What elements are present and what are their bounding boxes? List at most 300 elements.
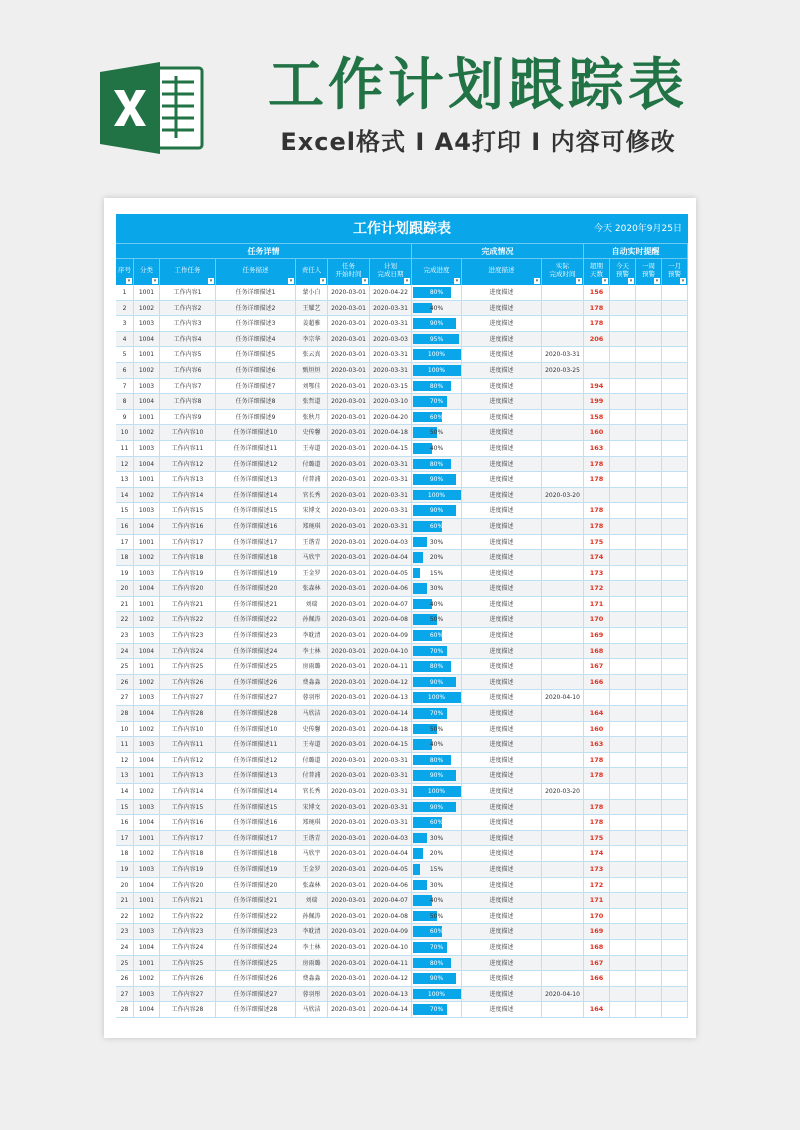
cell-actual-date[interactable] — [542, 971, 584, 986]
cell-progress[interactable] — [412, 519, 462, 534]
cell-task[interactable]: 工作内容9 — [160, 410, 216, 425]
cell-owner[interactable]: 付璐道 — [296, 753, 328, 768]
cell-overdue-days[interactable]: 173 — [584, 862, 610, 877]
cell-category[interactable]: 1002 — [134, 846, 160, 861]
cell-start-date[interactable]: 2020-03-01 — [328, 301, 370, 316]
cell-plan-date[interactable]: 2020-03-31 — [370, 815, 412, 830]
cell-progress[interactable] — [412, 394, 462, 409]
cell-plan-date[interactable]: 2020-04-05 — [370, 862, 412, 877]
cell-description[interactable]: 任务详细描述11 — [216, 441, 296, 456]
cell-month-alert[interactable] — [662, 706, 688, 721]
cell-index[interactable]: 27 — [116, 987, 134, 1002]
cell-start-date[interactable]: 2020-03-01 — [328, 737, 370, 752]
cell-overdue-days[interactable]: 199 — [584, 394, 610, 409]
cell-progress-desc[interactable]: 进度描述 — [462, 722, 542, 737]
cell-category[interactable]: 1001 — [134, 831, 160, 846]
cell-description[interactable]: 任务详细描述19 — [216, 566, 296, 581]
cell-start-date[interactable]: 2020-03-01 — [328, 924, 370, 939]
cell-today-alert[interactable] — [610, 441, 636, 456]
cell-overdue-days[interactable]: 175 — [584, 831, 610, 846]
cell-start-date[interactable]: 2020-03-01 — [328, 722, 370, 737]
cell-start-date[interactable]: 2020-03-01 — [328, 940, 370, 955]
cell-overdue-days[interactable]: 160 — [584, 722, 610, 737]
cell-start-date[interactable]: 2020-03-01 — [328, 987, 370, 1002]
cell-description[interactable]: 任务详细描述15 — [216, 800, 296, 815]
cell-overdue-days[interactable] — [584, 488, 610, 503]
cell-progress[interactable] — [412, 878, 462, 893]
cell-month-alert[interactable] — [662, 628, 688, 643]
cell-category[interactable]: 1004 — [134, 878, 160, 893]
cell-index[interactable]: 20 — [116, 878, 134, 893]
cell-overdue-days[interactable]: 169 — [584, 924, 610, 939]
cell-today-alert[interactable] — [610, 675, 636, 690]
cell-category[interactable]: 1003 — [134, 800, 160, 815]
cell-start-date[interactable]: 2020-03-01 — [328, 519, 370, 534]
cell-month-alert[interactable] — [662, 503, 688, 518]
cell-description[interactable]: 任务详细描述23 — [216, 628, 296, 643]
cell-start-date[interactable]: 2020-03-01 — [328, 347, 370, 362]
cell-progress[interactable] — [412, 379, 462, 394]
cell-start-date[interactable]: 2020-03-01 — [328, 675, 370, 690]
cell-actual-date[interactable] — [542, 316, 584, 331]
cell-description[interactable]: 任务详细描述14 — [216, 488, 296, 503]
cell-today-alert[interactable] — [610, 379, 636, 394]
cell-category[interactable]: 1001 — [134, 347, 160, 362]
cell-week-alert[interactable] — [636, 846, 662, 861]
cell-task[interactable]: 工作内容17 — [160, 535, 216, 550]
cell-month-alert[interactable] — [662, 909, 688, 924]
cell-plan-date[interactable]: 2020-04-04 — [370, 550, 412, 565]
cell-progress[interactable] — [412, 628, 462, 643]
cell-owner[interactable]: 史传馨 — [296, 425, 328, 440]
cell-today-alert[interactable] — [610, 924, 636, 939]
cell-index[interactable]: 25 — [116, 956, 134, 971]
cell-owner[interactable]: 张秋月 — [296, 410, 328, 425]
cell-progress-desc[interactable]: 进度描述 — [462, 441, 542, 456]
cell-owner[interactable]: 王耀艺 — [296, 301, 328, 316]
cell-progress-desc[interactable]: 进度描述 — [462, 909, 542, 924]
cell-progress-desc[interactable]: 进度描述 — [462, 1002, 542, 1017]
cell-start-date[interactable]: 2020-03-01 — [328, 893, 370, 908]
cell-actual-date[interactable] — [542, 581, 584, 596]
cell-start-date[interactable]: 2020-03-01 — [328, 659, 370, 674]
cell-today-alert[interactable] — [610, 566, 636, 581]
cell-today-alert[interactable] — [610, 394, 636, 409]
cell-task[interactable]: 工作内容24 — [160, 644, 216, 659]
cell-owner[interactable]: 王谐青 — [296, 535, 328, 550]
cell-plan-date[interactable]: 2020-04-12 — [370, 675, 412, 690]
cell-description[interactable]: 任务详细描述16 — [216, 815, 296, 830]
cell-progress-desc[interactable]: 进度描述 — [462, 784, 542, 799]
cell-month-alert[interactable] — [662, 410, 688, 425]
cell-progress[interactable] — [412, 410, 462, 425]
cell-description[interactable]: 任务详细描述22 — [216, 909, 296, 924]
cell-month-alert[interactable] — [662, 285, 688, 300]
cell-month-alert[interactable] — [662, 768, 688, 783]
cell-progress-desc[interactable]: 进度描述 — [462, 347, 542, 362]
cell-plan-date[interactable]: 2020-04-15 — [370, 441, 412, 456]
cell-task[interactable]: 工作内容23 — [160, 628, 216, 643]
cell-today-alert[interactable] — [610, 893, 636, 908]
cell-progress[interactable] — [412, 503, 462, 518]
cell-start-date[interactable]: 2020-03-01 — [328, 425, 370, 440]
cell-month-alert[interactable] — [662, 441, 688, 456]
cell-progress[interactable] — [412, 316, 462, 331]
cell-month-alert[interactable] — [662, 332, 688, 347]
cell-plan-date[interactable]: 2020-03-31 — [370, 784, 412, 799]
cell-progress[interactable] — [412, 893, 462, 908]
cell-overdue-days[interactable]: 171 — [584, 597, 610, 612]
cell-progress-desc[interactable]: 进度描述 — [462, 815, 542, 830]
cell-task[interactable]: 工作内容26 — [160, 971, 216, 986]
cell-description[interactable]: 任务详细描述3 — [216, 316, 296, 331]
cell-progress-desc[interactable]: 进度描述 — [462, 457, 542, 472]
cell-start-date[interactable]: 2020-03-01 — [328, 846, 370, 861]
cell-actual-date[interactable] — [542, 394, 584, 409]
cell-actual-date[interactable] — [542, 566, 584, 581]
cell-actual-date[interactable] — [542, 1002, 584, 1017]
cell-month-alert[interactable] — [662, 612, 688, 627]
cell-task[interactable]: 工作内容20 — [160, 878, 216, 893]
cell-progress[interactable] — [412, 363, 462, 378]
cell-description[interactable]: 任务详细描述27 — [216, 690, 296, 705]
cell-today-alert[interactable] — [610, 332, 636, 347]
cell-progress-desc[interactable]: 进度描述 — [462, 332, 542, 347]
cell-index[interactable]: 10 — [116, 425, 134, 440]
cell-week-alert[interactable] — [636, 441, 662, 456]
cell-week-alert[interactable] — [636, 878, 662, 893]
cell-task[interactable]: 工作内容24 — [160, 940, 216, 955]
cell-index[interactable]: 24 — [116, 644, 134, 659]
cell-index[interactable]: 21 — [116, 597, 134, 612]
cell-actual-date[interactable] — [542, 675, 584, 690]
cell-week-alert[interactable] — [636, 862, 662, 877]
cell-plan-date[interactable]: 2020-03-31 — [370, 301, 412, 316]
cell-index[interactable]: 25 — [116, 659, 134, 674]
cell-category[interactable]: 1004 — [134, 644, 160, 659]
cell-overdue-days[interactable]: 178 — [584, 472, 610, 487]
cell-task[interactable]: 工作内容11 — [160, 441, 216, 456]
cell-actual-date[interactable]: 2020-03-25 — [542, 363, 584, 378]
cell-month-alert[interactable] — [662, 363, 688, 378]
cell-month-alert[interactable] — [662, 956, 688, 971]
cell-start-date[interactable]: 2020-03-01 — [328, 878, 370, 893]
cell-overdue-days[interactable]: 178 — [584, 316, 610, 331]
cell-overdue-days[interactable]: 170 — [584, 612, 610, 627]
cell-description[interactable]: 任务详细描述12 — [216, 753, 296, 768]
cell-start-date[interactable]: 2020-03-01 — [328, 332, 370, 347]
cell-owner[interactable]: 王金罗 — [296, 862, 328, 877]
cell-index[interactable]: 18 — [116, 846, 134, 861]
cell-overdue-days[interactable]: 175 — [584, 535, 610, 550]
cell-actual-date[interactable]: 2020-04-10 — [542, 690, 584, 705]
cell-today-alert[interactable] — [610, 425, 636, 440]
cell-progress[interactable] — [412, 924, 462, 939]
cell-task[interactable]: 工作内容13 — [160, 768, 216, 783]
cell-owner[interactable]: 郑琬琪 — [296, 519, 328, 534]
cell-owner[interactable]: 李耽清 — [296, 628, 328, 643]
cell-overdue-days[interactable]: 158 — [584, 410, 610, 425]
cell-week-alert[interactable] — [636, 722, 662, 737]
cell-week-alert[interactable] — [636, 909, 662, 924]
cell-task[interactable]: 工作内容23 — [160, 924, 216, 939]
cell-plan-date[interactable]: 2020-04-10 — [370, 940, 412, 955]
cell-task[interactable]: 工作内容6 — [160, 363, 216, 378]
cell-start-date[interactable]: 2020-03-01 — [328, 768, 370, 783]
cell-category[interactable]: 1004 — [134, 1002, 160, 1017]
cell-description[interactable]: 任务详细描述26 — [216, 675, 296, 690]
cell-owner[interactable]: 马欣洁 — [296, 1002, 328, 1017]
cell-today-alert[interactable] — [610, 956, 636, 971]
cell-index[interactable]: 13 — [116, 768, 134, 783]
cell-week-alert[interactable] — [636, 831, 662, 846]
cell-index[interactable]: 17 — [116, 535, 134, 550]
cell-overdue-days[interactable]: 166 — [584, 675, 610, 690]
cell-today-alert[interactable] — [610, 581, 636, 596]
column-header-cell[interactable] — [160, 259, 216, 285]
cell-actual-date[interactable] — [542, 846, 584, 861]
cell-week-alert[interactable] — [636, 347, 662, 362]
cell-plan-date[interactable]: 2020-04-13 — [370, 690, 412, 705]
cell-task[interactable]: 工作内容2 — [160, 301, 216, 316]
cell-week-alert[interactable] — [636, 940, 662, 955]
cell-description[interactable]: 任务详细描述2 — [216, 301, 296, 316]
cell-actual-date[interactable] — [542, 737, 584, 752]
cell-category[interactable]: 1003 — [134, 987, 160, 1002]
cell-start-date[interactable]: 2020-03-01 — [328, 690, 370, 705]
cell-overdue-days[interactable]: 172 — [584, 878, 610, 893]
cell-progress[interactable] — [412, 347, 462, 362]
cell-category[interactable]: 1004 — [134, 940, 160, 955]
cell-owner[interactable]: 宋博文 — [296, 503, 328, 518]
cell-owner[interactable]: 孙佩涛 — [296, 909, 328, 924]
cell-progress[interactable] — [412, 737, 462, 752]
cell-overdue-days[interactable]: 164 — [584, 1002, 610, 1017]
cell-actual-date[interactable] — [542, 550, 584, 565]
cell-month-alert[interactable] — [662, 800, 688, 815]
cell-plan-date[interactable]: 2020-04-20 — [370, 410, 412, 425]
cell-plan-date[interactable]: 2020-03-31 — [370, 768, 412, 783]
cell-progress[interactable] — [412, 332, 462, 347]
cell-overdue-days[interactable]: 172 — [584, 581, 610, 596]
cell-plan-date[interactable]: 2020-03-31 — [370, 472, 412, 487]
cell-actual-date[interactable] — [542, 768, 584, 783]
cell-description[interactable]: 任务详细描述8 — [216, 394, 296, 409]
cell-plan-date[interactable]: 2020-03-31 — [370, 347, 412, 362]
cell-task[interactable]: 工作内容27 — [160, 987, 216, 1002]
cell-owner[interactable]: 付璐道 — [296, 457, 328, 472]
column-header-cell[interactable] — [610, 259, 636, 285]
cell-description[interactable]: 任务详细描述17 — [216, 831, 296, 846]
cell-description[interactable]: 任务详细描述25 — [216, 956, 296, 971]
cell-today-alert[interactable] — [610, 363, 636, 378]
filter-dropdown-icon[interactable]: ▾ — [405, 278, 409, 284]
cell-plan-date[interactable]: 2020-03-31 — [370, 753, 412, 768]
cell-category[interactable]: 1001 — [134, 659, 160, 674]
cell-start-date[interactable]: 2020-03-01 — [328, 472, 370, 487]
cell-start-date[interactable]: 2020-03-01 — [328, 815, 370, 830]
cell-category[interactable]: 1003 — [134, 862, 160, 877]
cell-category[interactable]: 1004 — [134, 394, 160, 409]
cell-progress-desc[interactable]: 进度描述 — [462, 846, 542, 861]
cell-actual-date[interactable] — [542, 441, 584, 456]
cell-week-alert[interactable] — [636, 566, 662, 581]
cell-start-date[interactable]: 2020-03-01 — [328, 410, 370, 425]
cell-progress-desc[interactable]: 进度描述 — [462, 924, 542, 939]
cell-today-alert[interactable] — [610, 831, 636, 846]
cell-description[interactable]: 任务详细描述23 — [216, 924, 296, 939]
cell-progress-desc[interactable]: 进度描述 — [462, 706, 542, 721]
cell-month-alert[interactable] — [662, 940, 688, 955]
cell-overdue-days[interactable]: 178 — [584, 753, 610, 768]
cell-start-date[interactable]: 2020-03-01 — [328, 394, 370, 409]
cell-today-alert[interactable] — [610, 753, 636, 768]
cell-index[interactable]: 26 — [116, 675, 134, 690]
cell-today-alert[interactable] — [610, 457, 636, 472]
cell-week-alert[interactable] — [636, 971, 662, 986]
cell-progress-desc[interactable]: 进度描述 — [462, 753, 542, 768]
cell-index[interactable]: 26 — [116, 971, 134, 986]
cell-today-alert[interactable] — [610, 597, 636, 612]
cell-plan-date[interactable]: 2020-04-13 — [370, 987, 412, 1002]
cell-overdue-days[interactable]: 168 — [584, 644, 610, 659]
cell-progress-desc[interactable]: 进度描述 — [462, 768, 542, 783]
cell-today-alert[interactable] — [610, 690, 636, 705]
cell-task[interactable]: 工作内容14 — [160, 784, 216, 799]
cell-category[interactable]: 1002 — [134, 971, 160, 986]
cell-description[interactable]: 任务详细描述28 — [216, 1002, 296, 1017]
cell-overdue-days[interactable]: 167 — [584, 659, 610, 674]
cell-progress[interactable] — [412, 862, 462, 877]
cell-progress-desc[interactable]: 进度描述 — [462, 971, 542, 986]
cell-today-alert[interactable] — [610, 316, 636, 331]
cell-index[interactable]: 16 — [116, 815, 134, 830]
cell-task[interactable]: 工作内容1 — [160, 285, 216, 300]
cell-month-alert[interactable] — [662, 1002, 688, 1017]
cell-overdue-days[interactable] — [584, 363, 610, 378]
cell-category[interactable]: 1003 — [134, 441, 160, 456]
cell-month-alert[interactable] — [662, 737, 688, 752]
cell-start-date[interactable]: 2020-03-01 — [328, 800, 370, 815]
filter-dropdown-icon[interactable]: ▾ — [127, 278, 131, 284]
cell-index[interactable]: 12 — [116, 457, 134, 472]
cell-plan-date[interactable]: 2020-04-09 — [370, 628, 412, 643]
cell-week-alert[interactable] — [636, 581, 662, 596]
cell-month-alert[interactable] — [662, 425, 688, 440]
cell-category[interactable]: 1003 — [134, 316, 160, 331]
cell-task[interactable]: 工作内容21 — [160, 893, 216, 908]
cell-today-alert[interactable] — [610, 971, 636, 986]
cell-today-alert[interactable] — [610, 909, 636, 924]
cell-start-date[interactable]: 2020-03-01 — [328, 753, 370, 768]
cell-description[interactable]: 任务详细描述26 — [216, 971, 296, 986]
cell-month-alert[interactable] — [662, 893, 688, 908]
cell-week-alert[interactable] — [636, 628, 662, 643]
cell-index[interactable]: 13 — [116, 472, 134, 487]
cell-plan-date[interactable]: 2020-04-06 — [370, 581, 412, 596]
cell-description[interactable]: 任务详细描述4 — [216, 332, 296, 347]
cell-description[interactable]: 任务详细描述16 — [216, 519, 296, 534]
cell-owner[interactable]: 李耽清 — [296, 924, 328, 939]
cell-owner[interactable]: 王寿道 — [296, 441, 328, 456]
cell-progress[interactable] — [412, 722, 462, 737]
cell-index[interactable]: 20 — [116, 581, 134, 596]
cell-month-alert[interactable] — [662, 457, 688, 472]
cell-today-alert[interactable] — [610, 301, 636, 316]
cell-task[interactable]: 工作内容3 — [160, 316, 216, 331]
cell-progress[interactable] — [412, 535, 462, 550]
cell-actual-date[interactable] — [542, 285, 584, 300]
cell-category[interactable]: 1002 — [134, 909, 160, 924]
cell-owner[interactable]: 官长秀 — [296, 784, 328, 799]
cell-owner[interactable]: 刘鄂佳 — [296, 379, 328, 394]
cell-owner[interactable]: 刘瑞 — [296, 597, 328, 612]
cell-owner[interactable]: 付普浦 — [296, 472, 328, 487]
cell-index[interactable]: 23 — [116, 628, 134, 643]
cell-progress-desc[interactable]: 进度描述 — [462, 535, 542, 550]
column-header-cell[interactable] — [328, 259, 370, 285]
cell-progress[interactable] — [412, 940, 462, 955]
column-header-cell[interactable] — [462, 259, 542, 285]
cell-description[interactable]: 任务详细描述5 — [216, 347, 296, 362]
cell-index[interactable]: 12 — [116, 753, 134, 768]
cell-index[interactable]: 7 — [116, 379, 134, 394]
cell-overdue-days[interactable] — [584, 987, 610, 1002]
cell-today-alert[interactable] — [610, 550, 636, 565]
cell-category[interactable]: 1004 — [134, 457, 160, 472]
cell-today-alert[interactable] — [610, 659, 636, 674]
cell-today-alert[interactable] — [610, 410, 636, 425]
cell-owner[interactable]: 付普浦 — [296, 768, 328, 783]
cell-owner[interactable]: 蒙小白 — [296, 285, 328, 300]
cell-plan-date[interactable]: 2020-04-05 — [370, 566, 412, 581]
cell-progress[interactable] — [412, 597, 462, 612]
cell-overdue-days[interactable]: 169 — [584, 628, 610, 643]
cell-index[interactable]: 21 — [116, 893, 134, 908]
cell-owner[interactable]: 史传馨 — [296, 722, 328, 737]
cell-today-alert[interactable] — [610, 800, 636, 815]
cell-start-date[interactable]: 2020-03-01 — [328, 379, 370, 394]
cell-progress-desc[interactable]: 进度描述 — [462, 628, 542, 643]
cell-week-alert[interactable] — [636, 612, 662, 627]
cell-month-alert[interactable] — [662, 550, 688, 565]
cell-index[interactable]: 22 — [116, 909, 134, 924]
cell-progress-desc[interactable]: 进度描述 — [462, 472, 542, 487]
cell-plan-date[interactable]: 2020-03-31 — [370, 503, 412, 518]
cell-category[interactable]: 1001 — [134, 285, 160, 300]
cell-today-alert[interactable] — [610, 488, 636, 503]
cell-owner[interactable]: 孙佩涛 — [296, 612, 328, 627]
cell-category[interactable]: 1001 — [134, 597, 160, 612]
cell-today-alert[interactable] — [610, 784, 636, 799]
cell-plan-date[interactable]: 2020-04-11 — [370, 659, 412, 674]
cell-index[interactable]: 1 — [116, 285, 134, 300]
cell-month-alert[interactable] — [662, 971, 688, 986]
cell-actual-date[interactable] — [542, 332, 584, 347]
cell-progress-desc[interactable]: 进度描述 — [462, 581, 542, 596]
cell-progress[interactable] — [412, 675, 462, 690]
cell-start-date[interactable]: 2020-03-01 — [328, 612, 370, 627]
cell-start-date[interactable]: 2020-03-01 — [328, 706, 370, 721]
cell-category[interactable]: 1003 — [134, 737, 160, 752]
cell-week-alert[interactable] — [636, 644, 662, 659]
cell-task[interactable]: 工作内容12 — [160, 457, 216, 472]
cell-category[interactable]: 1001 — [134, 893, 160, 908]
cell-start-date[interactable]: 2020-03-01 — [328, 831, 370, 846]
cell-today-alert[interactable] — [610, 940, 636, 955]
cell-progress-desc[interactable]: 进度描述 — [462, 940, 542, 955]
cell-actual-date[interactable] — [542, 831, 584, 846]
